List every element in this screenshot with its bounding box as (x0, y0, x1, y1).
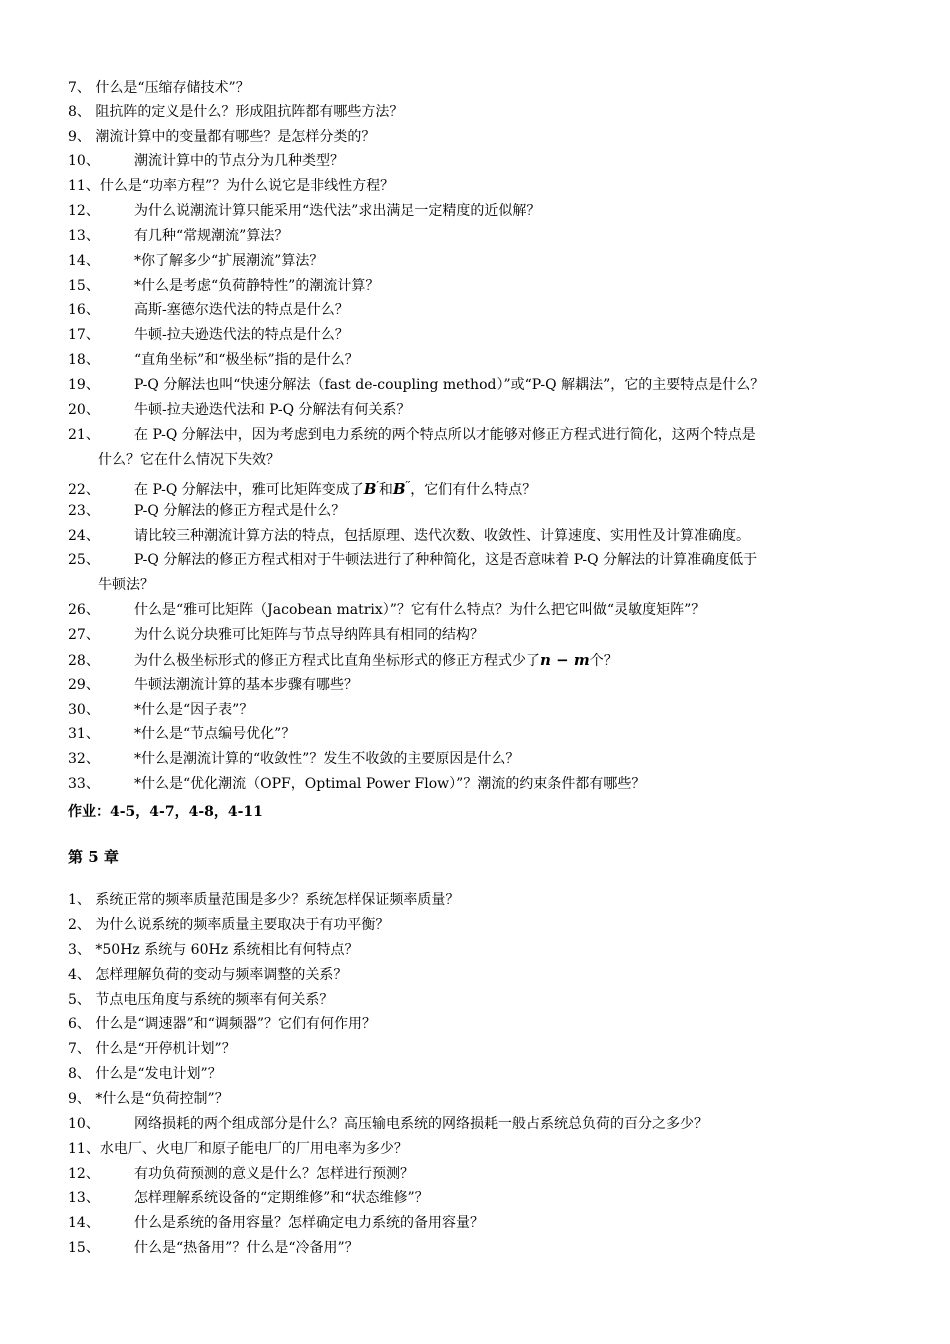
question-number: 24、 (68, 528, 100, 544)
question-number: 12、 (68, 203, 100, 219)
question-item (68, 548, 886, 597)
question-number: 30、 (68, 702, 100, 718)
question-item (68, 524, 886, 549)
question-number: 28、 (68, 653, 100, 669)
question-item (68, 274, 886, 299)
question-text: P-Q 分解法的修正方程式相对于牛顿法进行了种种简化，这是否意味着 P-Q 分解法的计算准确度低于 (134, 552, 758, 568)
question-number: 4、 (68, 967, 91, 983)
question-item (68, 963, 886, 988)
question-number: 1、 (68, 892, 91, 908)
question-number: 13、 (68, 1190, 100, 1206)
question-number: 11、 (68, 178, 100, 194)
question-number: 17、 (68, 327, 100, 343)
question-number: 5、 (68, 992, 91, 1008)
question-text: 为什么说潮流计算只能采用“迭代法”求出满足一定精度的近似解？ (134, 203, 541, 219)
question-number: 8、 (68, 1066, 91, 1082)
question-text: “直角坐标”和“极坐标”指的是什么？ (134, 352, 359, 368)
question-item (68, 1012, 886, 1037)
question-text: P-Q 分解法的修正方程式是什么？ (134, 503, 346, 519)
question-number: 9、 (68, 1091, 91, 1107)
question-number: 32、 (68, 751, 100, 767)
question-item (68, 673, 886, 698)
question-number: 27、 (68, 627, 100, 643)
question-text: 牛顿-拉夫逊迭代法和 P-Q 分解法有何关系？ (134, 402, 411, 418)
question-text: 什么是“功率方程”？为什么说它是非线性方程？ (99, 178, 395, 194)
question-text: 网络损耗的两个组成部分是什么？高压输电系统的网络损耗一般占系统总负荷的百分之多少？ (134, 1116, 708, 1132)
question-item (68, 174, 886, 199)
question-text: ，它们有什么特点？ (410, 482, 537, 498)
question-number: 11、 (68, 1141, 100, 1157)
question-number: 16、 (68, 302, 100, 318)
question-item (68, 423, 886, 472)
question-item (68, 1062, 886, 1087)
question-number: 13、 (68, 228, 100, 244)
question-number: 14、 (68, 253, 100, 269)
question-item (68, 988, 886, 1013)
question-item (68, 1162, 886, 1187)
conjunction-text: 和 (378, 482, 393, 498)
question-text: 节点电压角度与系统的频率有何关系？ (95, 992, 334, 1008)
question-item (68, 76, 886, 101)
question-number: 20、 (68, 402, 100, 418)
question-number: 23、 (68, 503, 100, 519)
question-number: 22、 (68, 482, 100, 498)
question-item (68, 1236, 886, 1261)
question-number: 29、 (68, 677, 100, 693)
question-item (68, 398, 886, 423)
question-text: 什么是“发电计划”？ (95, 1066, 222, 1082)
question-item (68, 373, 886, 398)
question-text: 请比较三种潮流计算方法的特点，包括原理、迭代次数、收敛性、计算速度、实用性及计算准确度。 (134, 528, 750, 544)
question-item (68, 913, 886, 938)
question-text: *50Hz 系统与 60Hz 系统相比有何特点？ (95, 942, 359, 958)
question-text: 在 P-Q 分解法中，雅可比矩阵变成了 (134, 482, 364, 498)
chapter-heading: 第 5 章 (68, 848, 119, 866)
question-item (68, 938, 886, 963)
question-number: 15、 (68, 1240, 100, 1256)
question-number: 10、 (68, 1116, 100, 1132)
question-text: 有功负荷预测的意义是什么？怎样进行预测？ (134, 1166, 414, 1182)
question-number: 6、 (68, 1016, 91, 1032)
question-item (68, 1112, 886, 1137)
matrix-b-double-prime (393, 480, 410, 498)
question-text: 什么是“雅可比矩阵（Jacobean matrix）”？它有什么特点？为什么把它叫做“灵敏度矩阵”？ (134, 602, 706, 618)
question-text: *什么是考虑“负荷静特性”的潮流计算？ (134, 278, 380, 294)
question-number: 7、 (68, 1041, 91, 1057)
question-item (68, 348, 886, 373)
question-number: 10、 (68, 153, 100, 169)
matrix-symbol: B (363, 480, 377, 498)
question-item (68, 224, 886, 249)
question-text: 什么是“热备用”？什么是“冷备用”？ (134, 1240, 359, 1256)
question-number: 2、 (68, 917, 91, 933)
question-text: 为什么极坐标形式的修正方程式比直角坐标形式的修正方程式少了 (134, 653, 540, 669)
question-item (68, 1087, 886, 1112)
question-item (68, 149, 886, 174)
question-text: 潮流计算中的节点分为几种类型？ (134, 153, 344, 169)
question-item (68, 747, 886, 772)
question-number: 15、 (68, 278, 100, 294)
question-text: *什么是潮流计算的“收敛性”？发生不收敛的主要原因是什么？ (134, 751, 520, 767)
question-item (68, 598, 886, 623)
question-text: *什么是“负荷控制”？ (95, 1091, 229, 1107)
question-number: 8、 (68, 104, 91, 120)
question-item (68, 1137, 886, 1162)
question-item (68, 1211, 886, 1236)
homework-line: 作业：4-5，4-7，4-8，4-11 (68, 804, 263, 820)
question-text: P-Q 分解法也叫“快速分解法（fast de-coupling method）”或“P-Q 解耦法”，它的主要特点是什么？ (134, 377, 765, 393)
question-text: 怎样理解负荷的变动与频率调整的关系？ (95, 967, 348, 983)
question-item (68, 623, 886, 648)
question-item (68, 100, 886, 125)
question-number: 12、 (68, 1166, 100, 1182)
question-item (68, 499, 886, 524)
question-text: 阻抗阵的定义是什么？形成阻抗阵都有哪些方法？ (95, 104, 404, 120)
question-text: 有几种“常规潮流”算法？ (134, 228, 289, 244)
question-text: 在 P-Q 分解法中，因为考虑到电力系统的两个特点所以才能够对修正方程式进行简化，这两个特点是 (134, 427, 756, 443)
matrix-b-prime (364, 480, 379, 498)
question-item (68, 1186, 886, 1211)
question-item (68, 249, 886, 274)
question-text: 高斯-塞德尔迭代法的特点是什么？ (134, 302, 349, 318)
question-text: 牛顿法潮流计算的基本步骤有哪些？ (134, 677, 358, 693)
question-number: 9、 (68, 129, 91, 145)
question-text: 什么是系统的备用容量？怎样确定电力系统的备用容量？ (134, 1215, 484, 1231)
question-number: 33、 (68, 776, 100, 792)
question-number: 25、 (68, 552, 100, 568)
question-text: 牛顿-拉夫逊迭代法的特点是什么？ (134, 327, 349, 343)
question-item (68, 323, 886, 348)
question-number: 14、 (68, 1215, 100, 1231)
question-text: 为什么说系统的频率质量主要取决于有功平衡？ (95, 917, 390, 933)
question-item (68, 722, 886, 747)
question-item (68, 698, 886, 723)
question-text-continued: 牛顿法？ (98, 576, 154, 593)
question-text: 什么是“压缩存储技术”？ (95, 80, 250, 96)
question-item (68, 199, 886, 224)
question-text: 为什么说分块雅可比矩阵与节点导纳阵具有相同的结构？ (134, 627, 484, 643)
question-text: 怎样理解系统设备的“定期维修”和“状态维修”？ (134, 1190, 429, 1206)
question-number: 26、 (68, 602, 100, 618)
question-text: *什么是“优化潮流（OPF，Optimal Power Flow）”？潮流的约束条件都有哪些？ (134, 776, 646, 792)
question-text: 潮流计算中的变量都有哪些？是怎样分类的？ (95, 129, 376, 145)
question-text: 水电厂、火电厂和原子能电厂的厂用电率为多少？ (99, 1141, 408, 1157)
question-item (68, 888, 886, 913)
question-text: 个？ (589, 653, 618, 669)
prime-mark: ′ (376, 481, 379, 491)
question-number: 18、 (68, 352, 100, 368)
question-text: *什么是“因子表”？ (134, 702, 254, 718)
question-text: 系统正常的频率质量范围是多少？系统怎样保证频率质量？ (95, 892, 460, 908)
question-item (68, 1037, 886, 1062)
math-expression: n − m (540, 651, 590, 669)
question-number: 7、 (68, 80, 91, 96)
question-item (68, 648, 886, 674)
question-number: 21、 (68, 427, 100, 443)
question-number: 31、 (68, 726, 100, 742)
question-text: 什么是“开停机计划”？ (95, 1041, 236, 1057)
question-item (68, 298, 886, 323)
matrix-symbol: B (392, 480, 406, 498)
question-text: *你了解多少“扩展潮流”算法？ (134, 253, 324, 269)
question-number: 19、 (68, 377, 100, 393)
question-item (68, 772, 886, 797)
question-text: 什么是“调速器”和“调频器”？它们有何作用？ (95, 1016, 377, 1032)
question-text-continued: 什么？它在什么情况下失效？ (98, 451, 280, 468)
question-item (68, 125, 886, 150)
question-number: 3、 (68, 942, 91, 958)
prime-mark: ′′ (405, 481, 411, 491)
question-text: *什么是“节点编号优化”？ (134, 726, 296, 742)
